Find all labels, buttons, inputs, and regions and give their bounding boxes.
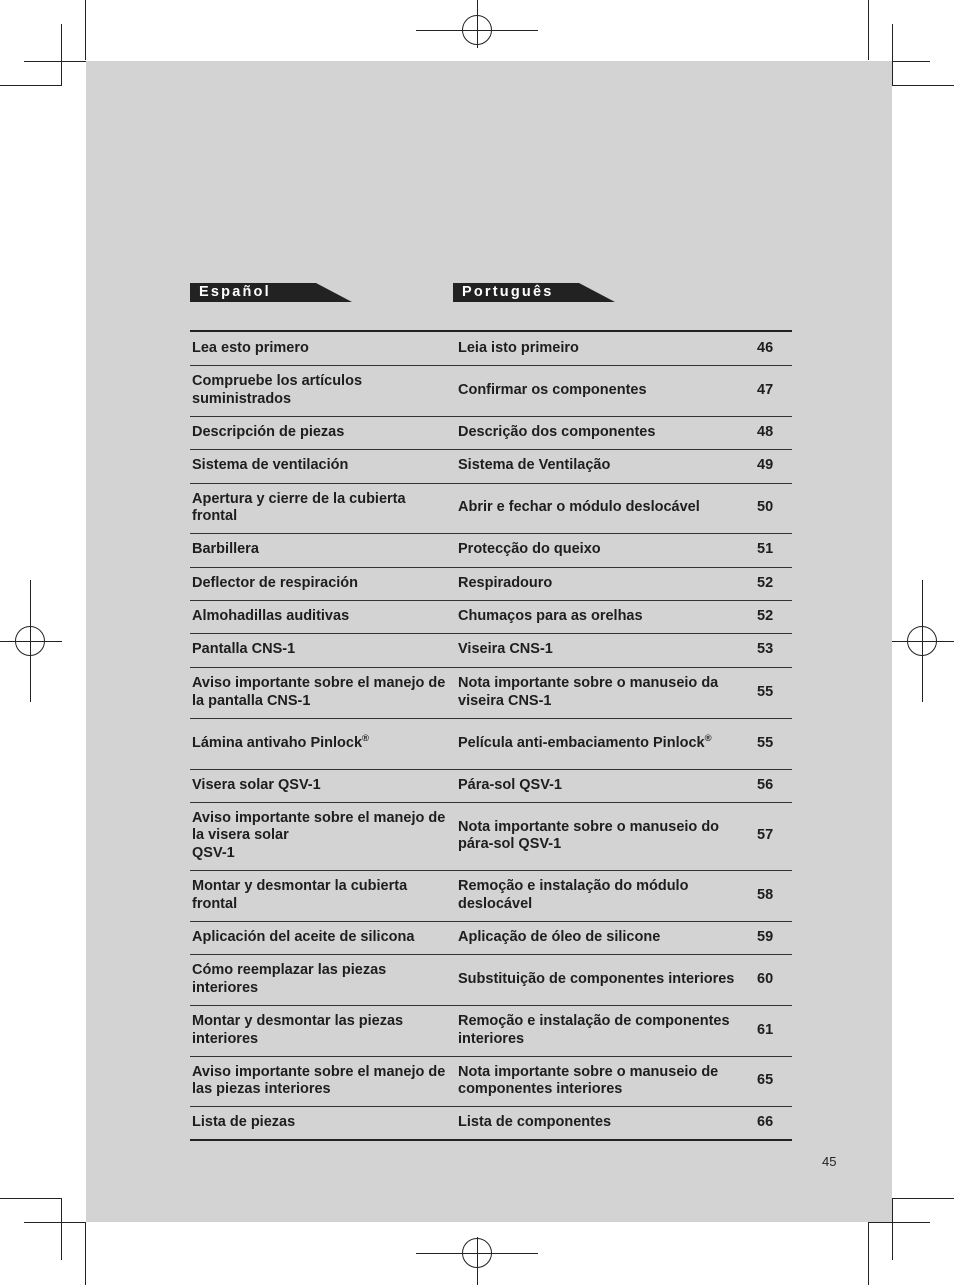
toc-entry-portuguese-text: Nota importante sobre o manuseio de componentes interiores xyxy=(458,1063,719,1097)
registered-trademark-mark: ® xyxy=(704,732,712,744)
toc-entry-portuguese xyxy=(453,769,741,802)
toc-entry-portuguese xyxy=(453,633,741,667)
toc-entry-portuguese xyxy=(453,1056,741,1106)
table-row xyxy=(190,567,792,600)
toc-page-number xyxy=(741,802,792,870)
toc-entry-spanish xyxy=(190,954,453,1005)
table-row xyxy=(190,1056,792,1106)
toc-entry-portuguese xyxy=(453,416,741,449)
table-row xyxy=(190,718,792,769)
toc-entry-spanish-text: Montar y desmontar las piezas interiores xyxy=(192,1013,404,1047)
toc-entry-portuguese-text: Remoção e instalação de componentes interiores xyxy=(458,1013,730,1047)
table-row xyxy=(190,1106,792,1140)
toc-entry-spanish xyxy=(190,921,453,954)
toc-entry-portuguese-text: Protecção do queixo xyxy=(458,541,601,558)
toc-entry-spanish-text: Lista de piezas xyxy=(192,1114,296,1130)
toc-entry-portuguese-text: Substituição de componentes interiores xyxy=(458,970,735,987)
toc-entry-portuguese-text: Aplicação de óleo de silicone xyxy=(458,928,661,945)
toc-page-number-text: 52 xyxy=(757,574,774,591)
toc-entry-spanish xyxy=(190,567,453,600)
toc-entry-portuguese xyxy=(453,600,741,633)
toc-page-number-text: 48 xyxy=(757,423,774,440)
toc-entry-spanish-text: Montar y desmontar la cubierta frontal xyxy=(192,878,408,912)
toc-entry-spanish-text: Descripción de piezas xyxy=(192,423,345,440)
toc-page-number-text: 46 xyxy=(757,339,774,356)
toc-entry-portuguese xyxy=(453,533,741,567)
table-row xyxy=(190,870,792,921)
toc-page-number-text: 51 xyxy=(757,541,774,558)
toc-entry-spanish xyxy=(190,769,453,802)
toc-entry-portuguese-text: Chumaços para as orelhas xyxy=(458,607,643,624)
toc-page-number-text: 47 xyxy=(757,381,774,398)
table-row xyxy=(190,954,792,1005)
toc-entry-spanish xyxy=(190,365,453,416)
registered-trademark-mark: ® xyxy=(362,732,370,744)
toc-entry-spanish xyxy=(190,667,453,718)
toc-page-number-text: 60 xyxy=(757,970,774,987)
toc-entry-portuguese-text: Viseira CNS-1 xyxy=(458,641,553,658)
toc-page-number-text: 50 xyxy=(757,499,774,516)
toc-entry-spanish xyxy=(190,1056,453,1106)
toc-page-number-text: 55 xyxy=(757,734,774,751)
toc-page-number xyxy=(741,870,792,921)
toc-entry-portuguese-text: Abrir e fechar o módulo deslocável xyxy=(458,499,700,516)
toc-page-number xyxy=(741,921,792,954)
toc-entry-spanish-text: Barbillera xyxy=(192,541,259,558)
toc-entry-portuguese-text: Nota importante sobre o manuseio do pára-sol QSV-1 xyxy=(458,818,720,852)
tab-portuguese-label: Português xyxy=(462,284,554,300)
toc-page-number-text: 56 xyxy=(757,776,774,793)
toc-page-number-text: 59 xyxy=(757,928,774,945)
toc-entry-spanish-text: Lea esto primero xyxy=(192,339,309,356)
toc-entry-portuguese-text: Lista de componentes xyxy=(458,1114,612,1130)
toc-entry-portuguese-text: Leia isto primeiro xyxy=(458,339,579,356)
toc-entry-spanish xyxy=(190,416,453,449)
table-row xyxy=(190,600,792,633)
toc-entry-spanish-text: Visera solar QSV-1 xyxy=(192,776,321,793)
table-of-contents xyxy=(190,330,792,1141)
toc-entry-portuguese xyxy=(453,449,741,483)
toc-entry-portuguese-text: Película anti-embaciamento Pinlock xyxy=(458,734,705,751)
table-row xyxy=(190,769,792,802)
toc-entry-spanish xyxy=(190,870,453,921)
toc-entry-spanish-text: Cómo reemplazar las piezas interiores xyxy=(192,962,387,996)
toc-page-number-text: 52 xyxy=(757,607,774,624)
toc-page-number xyxy=(741,483,792,533)
toc-entry-spanish xyxy=(190,483,453,533)
toc-page-number xyxy=(741,667,792,718)
toc-page-number xyxy=(741,416,792,449)
toc-entry-portuguese xyxy=(453,365,741,416)
table-row xyxy=(190,365,792,416)
toc-entry-spanish xyxy=(190,533,453,567)
toc-entry-portuguese xyxy=(453,1005,741,1056)
toc-entry-spanish xyxy=(190,1005,453,1056)
table-row xyxy=(190,667,792,718)
toc-page-number-text: 65 xyxy=(757,1072,774,1089)
toc-entry-portuguese-text: Sistema de Ventilação xyxy=(458,457,611,474)
toc-entry-portuguese-text: Respiradouro xyxy=(458,574,553,591)
table-row xyxy=(190,449,792,483)
toc-page-number xyxy=(741,365,792,416)
toc-entry-spanish-text: Compruebe los artículos suministrados xyxy=(192,373,363,407)
toc-entry-spanish xyxy=(190,718,453,769)
toc-entry-portuguese xyxy=(453,667,741,718)
toc-page-number xyxy=(741,1005,792,1056)
toc-page-number-text: 57 xyxy=(757,827,774,844)
toc-page-number-text: 49 xyxy=(757,457,774,474)
toc-entry-portuguese xyxy=(453,1106,741,1140)
toc-entry-spanish xyxy=(190,449,453,483)
toc-page-number xyxy=(741,633,792,667)
table-row xyxy=(190,533,792,567)
toc-entry-portuguese-text: Confirmar os componentes xyxy=(458,381,647,398)
toc-page-number xyxy=(741,718,792,769)
toc-page-number-text: 66 xyxy=(757,1114,774,1130)
toc-entry-portuguese-text: Pára-sol QSV-1 xyxy=(458,776,562,793)
toc-page-number xyxy=(741,449,792,483)
toc-page-number-text: 53 xyxy=(757,641,774,658)
toc-page-number-text: 58 xyxy=(757,886,774,903)
page-number: 45 xyxy=(822,1154,837,1169)
toc-page-number xyxy=(741,1106,792,1140)
toc-entry-portuguese xyxy=(453,954,741,1005)
tab-portuguese xyxy=(453,283,615,302)
toc-entry-spanish-text: Deflector de respiración xyxy=(192,574,358,591)
toc-entry-portuguese xyxy=(453,921,741,954)
toc-entry-spanish-text: Aviso importante sobre el manejo de la pantalla CNS-1 xyxy=(192,675,446,709)
toc-page-number xyxy=(741,567,792,600)
toc-entry-spanish xyxy=(190,633,453,667)
toc-entry-spanish xyxy=(190,331,453,365)
table-row xyxy=(190,633,792,667)
toc-entry-portuguese-text: Nota importante sobre o manuseio da viseira CNS-1 xyxy=(458,675,719,709)
toc-entry-portuguese xyxy=(453,483,741,533)
table-row xyxy=(190,483,792,533)
toc-entry-spanish xyxy=(190,1106,453,1140)
toc-entry-spanish-text: Aviso importante sobre el manejo de las piezas interiores xyxy=(192,1063,446,1097)
toc-entry-spanish xyxy=(190,802,453,870)
tab-spanish-label: Español xyxy=(199,284,271,300)
table-row xyxy=(190,921,792,954)
toc-entry-spanish-text: Almohadillas auditivas xyxy=(192,607,350,624)
table-row xyxy=(190,416,792,449)
toc-page-number xyxy=(741,1056,792,1106)
toc-entry-portuguese xyxy=(453,567,741,600)
toc-page-number xyxy=(741,600,792,633)
toc-page-number xyxy=(741,954,792,1005)
table-row xyxy=(190,802,792,870)
toc-entry-spanish-text: Aviso importante sobre el manejo de la visera solar QSV-1 xyxy=(192,809,446,861)
toc-entry-portuguese xyxy=(453,870,741,921)
toc-entry-portuguese-text: Descrição dos componentes xyxy=(458,423,656,440)
toc-entry-spanish-text: Lámina antivaho Pinlock xyxy=(192,734,363,751)
toc-page-number xyxy=(741,533,792,567)
toc-page-number xyxy=(741,331,792,365)
toc-page-number-text: 55 xyxy=(757,683,774,700)
toc-page-number-text: 61 xyxy=(757,1021,774,1038)
toc-entry-spanish-text: Apertura y cierre de la cubierta frontal xyxy=(192,490,406,524)
toc-entry-spanish-text: Aplicación del aceite de silicona xyxy=(192,928,415,945)
table-row xyxy=(190,1005,792,1056)
toc-entry-spanish-text: Sistema de ventilación xyxy=(192,457,349,474)
toc-entry-portuguese xyxy=(453,331,741,365)
toc-entry-spanish-text: Pantalla CNS-1 xyxy=(192,641,296,658)
toc-entry-portuguese-text: Remoção e instalação do módulo deslocável xyxy=(458,878,689,912)
toc-entry-portuguese xyxy=(453,718,741,769)
toc-entry-portuguese xyxy=(453,802,741,870)
table-row xyxy=(190,331,792,365)
toc-entry-spanish xyxy=(190,600,453,633)
toc-page-number xyxy=(741,769,792,802)
tab-spanish xyxy=(190,283,352,302)
